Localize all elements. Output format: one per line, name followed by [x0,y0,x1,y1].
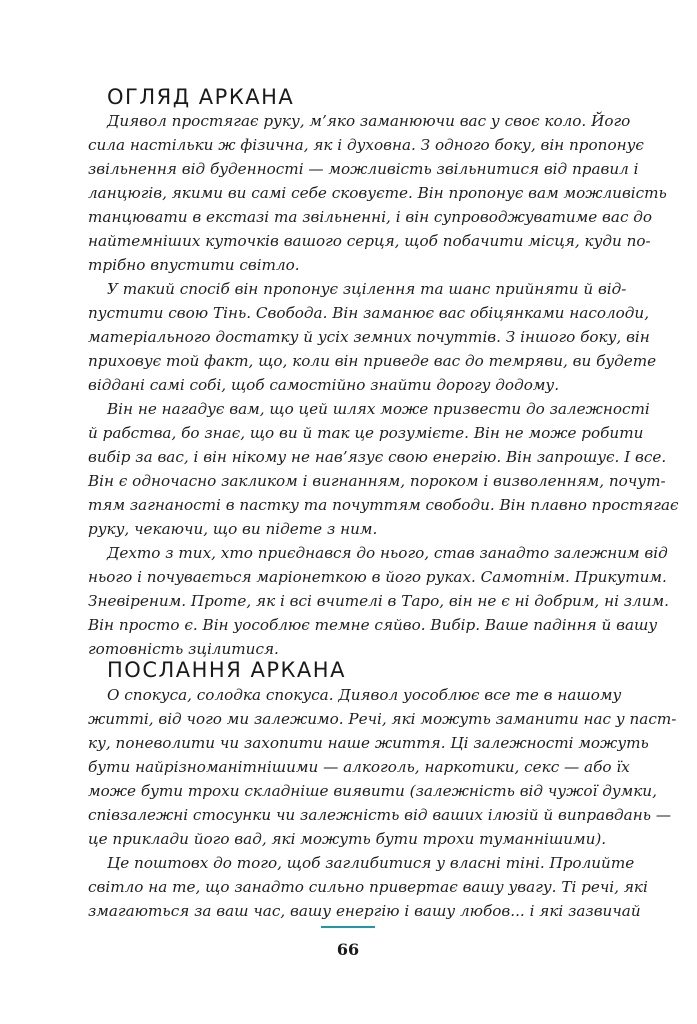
text-line: тям загнаності в пастку та почуттям свободи. Він плавно простягає [88,496,679,514]
text-line: О спокуса, солодка спокуса. Диявол уособлює все те в нашому [107,686,622,704]
text-line: бути найрізноманітнішими — алкоголь, наркотики, секс — або їх [88,758,630,776]
text-line: Він є одночасно закликом і вигнанням, пороком і визволенням, почут- [88,472,666,490]
text-line: й рабства, бо знає, що ви й так це розумієте. Він не може робити [88,424,644,442]
text-line: Він не нагадує вам, що цей шлях може призвести до залежності [107,400,650,418]
text-line: пустити свою Тінь. Свобода. Він заманює вас обіцянками насолоди, [88,304,650,322]
text-line: Він просто є. Він уособлює темне сяйво. Вибір. Ваше падіння й вашу [88,616,658,634]
text-line: змагаються за ваш час, вашу енергію і вашу любов... і які зазвичай [88,902,641,920]
text-line: вибір за вас, і він нікому не нав’язує свою енергію. Він запрошує. І все. [88,448,667,466]
page-number-rule [321,926,375,928]
section-heading-arcana-message: ПОСЛАННЯ АРКАНА [107,658,346,682]
text-line: сила настільки ж фізична, як і духовна. З одного боку, він пропонує [88,136,644,154]
text-line: готовність зцілитися. [88,640,279,658]
text-line: найтемніших куточків вашого серця, щоб побачити місця, куди по- [88,232,651,250]
page-number: 66 [336,940,360,959]
text-line: матеріального достатку й усіх земних почуттів. З іншого боку, він [88,328,650,346]
text-line: співзалежні стосунки чи залежність від ваших ілюзій й виправдань — [88,806,672,824]
text-line: житті, від чого ми залежимо. Речі, які можуть заманити нас у паст- [88,710,677,728]
text-line: світло на те, що занадто сильно привертає вашу увагу. Ті речі, які [88,878,648,896]
text-line: Зневіреним. Проте, як і всі вчителі в Таро, він не є ні добрим, ні злим. [88,592,669,610]
text-line: ку, поневолити чи захопити наше життя. Ці залежності можуть [88,734,649,752]
text-line: звільнення від буденності — можливість звільнитися від правил і [88,160,639,178]
section-heading-arcana-overview: ОГЛЯД АРКАНА [107,85,295,109]
text-line: ланцюгів, якими ви самі себе сковуєте. Він пропонує вам можливість [88,184,667,202]
text-line: руку, чекаючи, що ви підете з ним. [88,520,378,538]
text-line: нього і почувається маріонеткою в його руках. Самотнім. Прикутим. [88,568,667,586]
text-line: може бути трохи складніше виявити (залежність від чужої думки, [88,782,657,800]
text-line: танцювати в екстазі та звільненні, і він супроводжуватиме вас до [88,208,653,226]
text-line: віддані самі собі, щоб самостійно знайти дорогу додому. [88,376,560,394]
text-line: У такий спосіб він пропонує зцілення та шанс прийняти й від- [107,280,627,298]
text-line: Дехто з тих, хто приєднався до нього, став занадто залежним від [107,544,668,562]
text-line: приховує той факт, що, коли він приведе вас до темряви, ви будете [88,352,657,370]
text-line: це приклади його вад, які можуть бути трохи туманнішими). [88,830,607,848]
text-line: Диявол простягає руку, м’яко заманюючи вас у своє коло. Його [107,112,631,130]
text-line: Це поштовх до того, щоб заглибитися у власні тіні. Пролийте [107,854,635,872]
text-line: трібно впустити світло. [88,256,300,274]
